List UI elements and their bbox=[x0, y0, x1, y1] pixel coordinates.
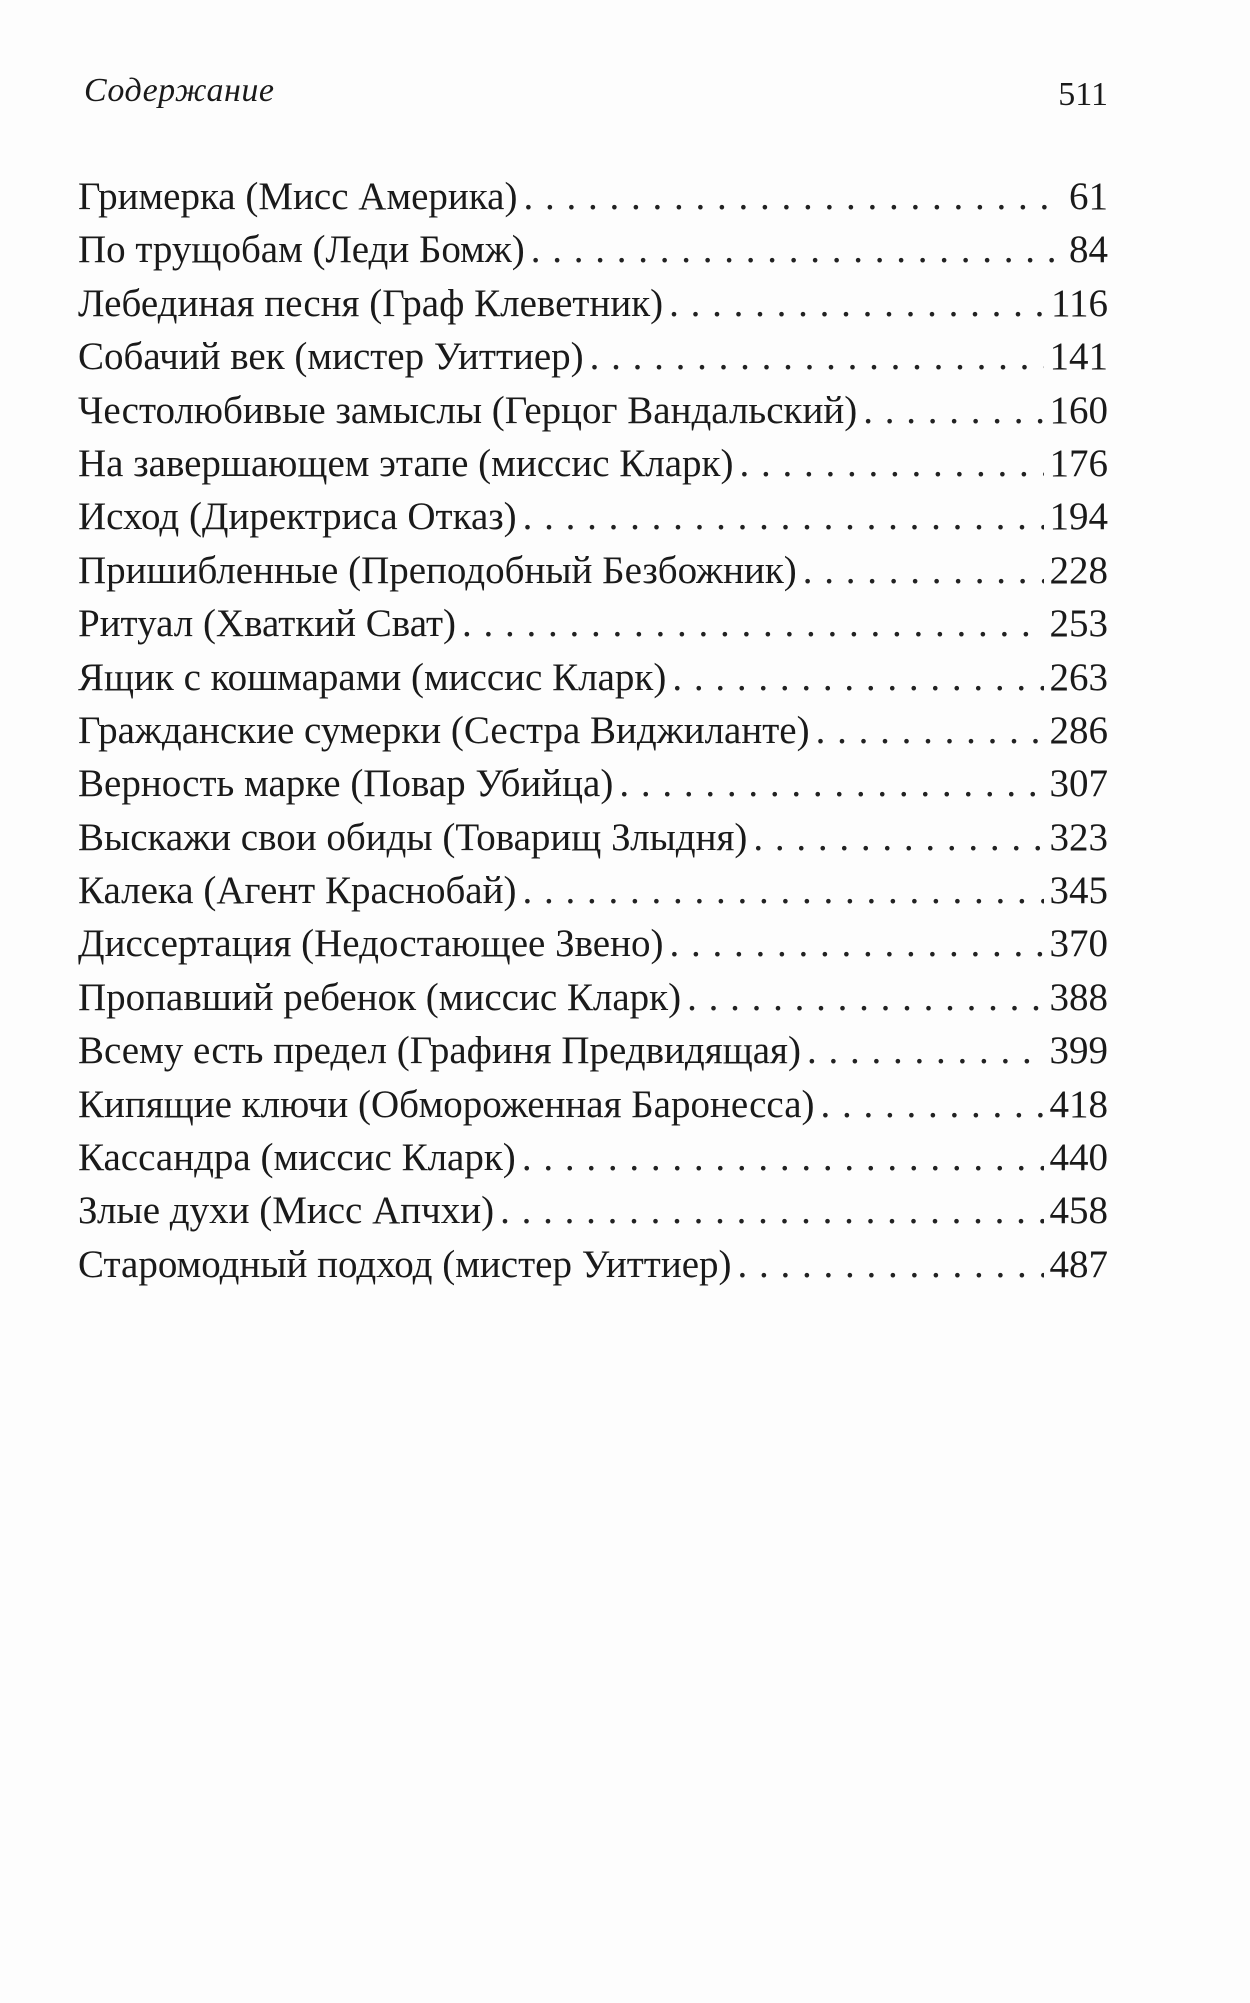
toc-entry-title: Старомодный подход (мистер Уиттиер) bbox=[78, 1242, 732, 1286]
dot-leader bbox=[523, 490, 1044, 543]
toc-entry bbox=[78, 917, 1108, 970]
toc-entry-page: 307 bbox=[1049, 762, 1108, 806]
dot-leader bbox=[669, 917, 1043, 970]
toc-entry bbox=[78, 330, 1108, 383]
toc-entry-page: 418 bbox=[1049, 1082, 1108, 1126]
toc-entry-title: На завершающем этапе (миссис Кларк) bbox=[78, 441, 734, 485]
toc-entry-title: Ящик с кошмарами (миссис Кларк) bbox=[78, 655, 667, 699]
dot-leader bbox=[619, 757, 1043, 810]
toc-entry bbox=[78, 864, 1108, 917]
toc-entry-page: 176 bbox=[1049, 441, 1108, 485]
toc-entry-title: Диссертация (Недостающее Звено) bbox=[78, 922, 664, 966]
toc-entry bbox=[78, 223, 1108, 276]
toc-entry-title: Калека (Агент Краснобай) bbox=[78, 869, 517, 913]
dot-leader bbox=[803, 544, 1044, 597]
toc-entry-page: 228 bbox=[1049, 548, 1108, 592]
toc-entry bbox=[78, 1131, 1108, 1184]
toc-entry-title: Выскажи свои обиды (Товарищ Злыдня) bbox=[78, 815, 748, 859]
toc-entry bbox=[78, 971, 1108, 1024]
toc-entry-page: 323 bbox=[1049, 815, 1108, 859]
dot-leader bbox=[523, 170, 1063, 223]
toc-entry-title: Кипящие ключи (Обмороженная Баронесса) bbox=[78, 1082, 815, 1126]
toc-entry-page: 141 bbox=[1049, 335, 1108, 379]
page-number: 511 bbox=[1058, 76, 1108, 113]
toc-entry-page: 61 bbox=[1069, 175, 1108, 218]
dot-leader bbox=[672, 651, 1043, 704]
dot-leader bbox=[531, 223, 1063, 276]
toc-entry bbox=[78, 170, 1108, 223]
dot-leader bbox=[863, 384, 1043, 437]
dot-leader bbox=[669, 277, 1045, 330]
toc-entry-page: 84 bbox=[1069, 228, 1108, 272]
toc-entry-page: 286 bbox=[1049, 708, 1108, 752]
toc-entry-page: 116 bbox=[1050, 281, 1108, 325]
toc-entry-title: Пришибленные (Преподобный Безбожник) bbox=[78, 548, 797, 592]
dot-leader bbox=[500, 1184, 1043, 1237]
toc-entry-page: 263 bbox=[1049, 655, 1108, 699]
toc-entry-title: Лебединая песня (Граф Клеветник) bbox=[78, 281, 664, 325]
toc-entry bbox=[78, 704, 1108, 757]
dot-leader bbox=[816, 704, 1044, 757]
toc-entry-page: 194 bbox=[1049, 495, 1108, 539]
toc-entry bbox=[78, 811, 1108, 864]
toc-entry bbox=[78, 277, 1108, 330]
toc-entry bbox=[78, 1184, 1108, 1237]
dot-leader bbox=[522, 1131, 1044, 1184]
dot-leader bbox=[753, 811, 1043, 864]
toc-entry bbox=[78, 757, 1108, 810]
toc-entry-page: 160 bbox=[1049, 388, 1108, 432]
toc-entry bbox=[78, 544, 1108, 597]
toc-entry-title: Гримерка (Мисс Америка) bbox=[78, 175, 518, 218]
dot-leader bbox=[687, 971, 1043, 1024]
dot-leader bbox=[590, 330, 1044, 383]
dot-leader bbox=[738, 1238, 1044, 1291]
table-of-contents bbox=[78, 170, 1108, 1291]
running-head: Содержание bbox=[84, 72, 275, 109]
toc-entry-title: Пропавший ребенок (миссис Кларк) bbox=[78, 975, 682, 1019]
toc-entry-title: Всему есть предел (Графиня Предвидящая) bbox=[78, 1029, 801, 1073]
toc-entry-title: По трущобам (Леди Бомж) bbox=[78, 228, 525, 272]
toc-entry-title: Ритуал (Хваткий Сват) bbox=[78, 602, 457, 646]
dot-leader bbox=[522, 864, 1043, 917]
toc-entry-page: 487 bbox=[1049, 1242, 1108, 1286]
toc-entry-title: Злые духи (Мисс Апчхи) bbox=[78, 1189, 495, 1233]
toc-entry bbox=[78, 1024, 1108, 1077]
toc-entry-page: 388 bbox=[1049, 975, 1108, 1019]
toc-entry-title: Честолюбивые замыслы (Герцог Вандальский) bbox=[78, 388, 858, 432]
toc-entry bbox=[78, 651, 1108, 704]
toc-entry-title: Исход (Директриса Отказ) bbox=[78, 495, 517, 539]
toc-entry-page: 458 bbox=[1049, 1189, 1108, 1233]
toc-entry bbox=[78, 597, 1108, 650]
toc-entry-page: 370 bbox=[1049, 922, 1108, 966]
toc-entry-page: 399 bbox=[1049, 1029, 1108, 1073]
toc-entry bbox=[78, 437, 1108, 490]
dot-leader bbox=[739, 437, 1043, 490]
dot-leader bbox=[462, 597, 1043, 650]
toc-entry-page: 440 bbox=[1049, 1136, 1108, 1180]
toc-entry bbox=[78, 384, 1108, 437]
toc-entry-title: Верность марке (Повар Убийца) bbox=[78, 762, 614, 806]
toc-entry bbox=[78, 490, 1108, 543]
toc-entry-page: 345 bbox=[1049, 869, 1108, 913]
toc-entry-title: Собачий век (мистер Уиттиер) bbox=[78, 335, 584, 379]
toc-entry-title: Гражданские сумерки (Сестра Виджиланте) bbox=[78, 708, 810, 752]
toc-entry bbox=[78, 1238, 1108, 1291]
toc-entry bbox=[78, 1078, 1108, 1131]
toc-entry-title: Кассандра (миссис Кларк) bbox=[78, 1136, 516, 1180]
dot-leader bbox=[807, 1024, 1044, 1077]
toc-entry-page: 253 bbox=[1049, 602, 1108, 646]
dot-leader bbox=[821, 1078, 1044, 1131]
